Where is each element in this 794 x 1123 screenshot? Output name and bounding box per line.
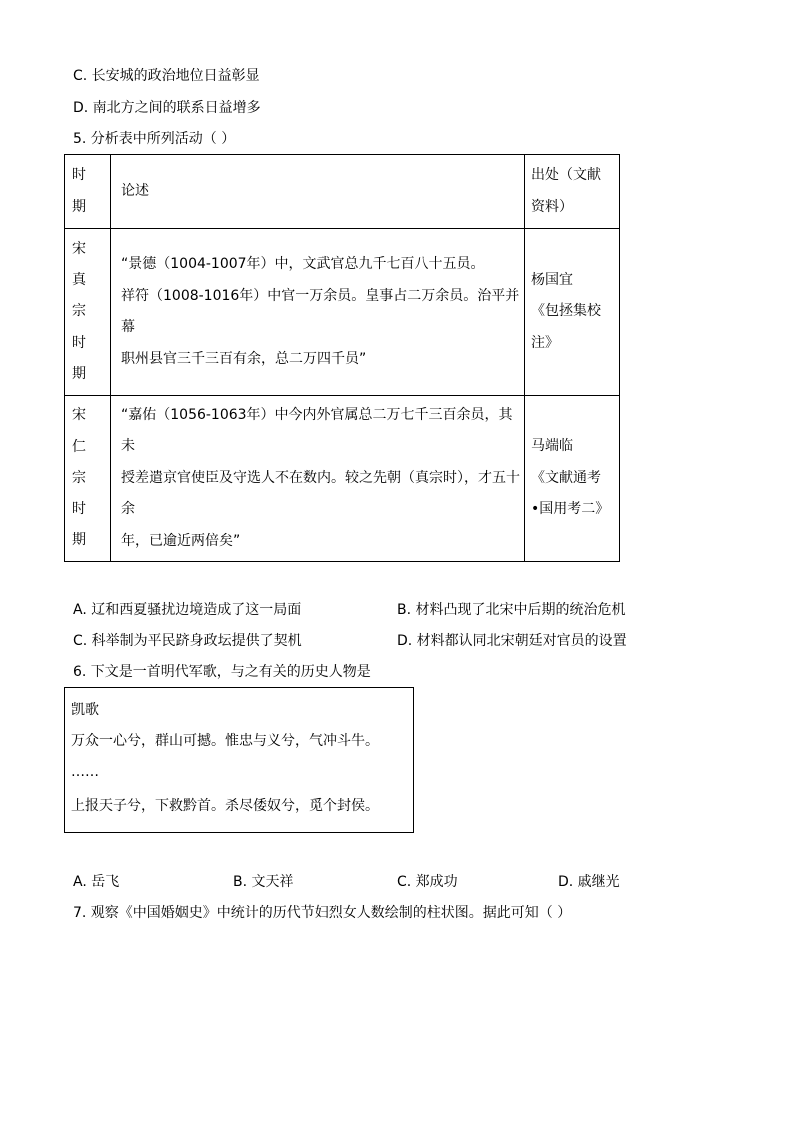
poem-line: 万众一心兮，群山可撼。惟忠与义兮，气冲斗牛。 [71,733,379,749]
source-line: •国用考二》 [531,501,610,518]
option-b[interactable]: B. 材料凸现了北宋中后期的统治危机 [397,602,626,618]
option-d[interactable]: D. 材料都认同北宋朝廷对官员的设置 [397,633,627,649]
period-char: 宋 [72,407,86,424]
question-5-table [64,154,620,562]
content-line: “景德（1004-1007年）中，文武官总九千七百八十五员。 [121,256,485,272]
option-a[interactable]: A. 辽和西夏骚扰边境造成了这一局面 [73,602,302,618]
option-b[interactable]: B. 文天祥 [233,874,294,890]
content-line: “嘉佑（1056-1063年）中今内外官属总二万七千三百余员，其未 [121,406,513,455]
poem-box [64,687,414,833]
poem-title: 凯歌 [71,702,99,718]
period-char: 期 [72,365,86,382]
question-7-stem: 7. 观察《中国婚姻史》中统计的历代节妇烈女人数绘制的柱状图。据此可知（ ） [73,905,572,921]
option-c-prev: C. 长安城的政治地位日益彰显 [73,68,260,84]
table-row [65,396,620,562]
question-6-stem: 6. 下文是一首明代军歌，与之有关的历史人物是 [73,664,371,680]
row-source [525,396,620,562]
header-content-label: 论述 [121,182,149,199]
period-char: 宋 [72,240,86,257]
row-content [111,229,525,396]
header-period [65,155,111,229]
option-d[interactable]: D. 戚继光 [558,874,620,890]
source-line: 《文献通考 [531,469,601,486]
poem-ellipsis: …… [71,764,99,780]
content-line: 祥符（1008-1016年）中官一万余员。皇事占二万余员。治平并幕 [121,287,520,335]
content-line: 年，已逾近两倍矣” [121,532,241,549]
content-line: 授差遣京官使臣及守选人不在数内。较之先朝（真宗时），才五十余 [121,469,520,518]
header-source [525,155,620,229]
header-source-line: 出处（文献 [531,167,601,183]
row-period [65,229,111,396]
period-char: 宗 [72,469,86,486]
poem-line: 上报天子兮，下救黔首。杀尽倭奴兮，觅个封侯。 [71,798,379,814]
source-line: 杨国宜 [531,271,573,288]
row-source [525,229,620,396]
header-content [111,155,525,229]
option-c[interactable]: C. 科举制为平民跻身政坛提供了契机 [73,633,302,649]
source-line: 马端临 [531,438,573,455]
source-line: 注》 [531,334,559,351]
source-line: 《包拯集校 [531,303,601,320]
table-row [65,229,620,396]
content-line: 职州县官三千三百有余，总二万四千员” [121,350,367,367]
table-header-row [65,155,620,229]
period-char: 期 [72,532,86,549]
option-a[interactable]: A. 岳飞 [73,874,120,890]
header-period-char: 时 [72,167,86,184]
row-content [111,396,525,562]
option-d-prev: D. 南北方之间的联系日益增多 [73,100,261,116]
option-c[interactable]: C. 郑成功 [397,874,458,890]
period-char: 仁 [72,438,86,455]
question-5-stem: 5. 分析表中所列活动（ ） [73,131,236,147]
row-period [65,396,111,562]
period-char: 时 [72,501,86,518]
period-char: 时 [72,334,86,351]
header-source-line: 资料） [531,198,573,215]
period-char: 宗 [72,303,86,320]
header-period-char: 期 [72,198,86,215]
period-char: 真 [72,272,86,289]
